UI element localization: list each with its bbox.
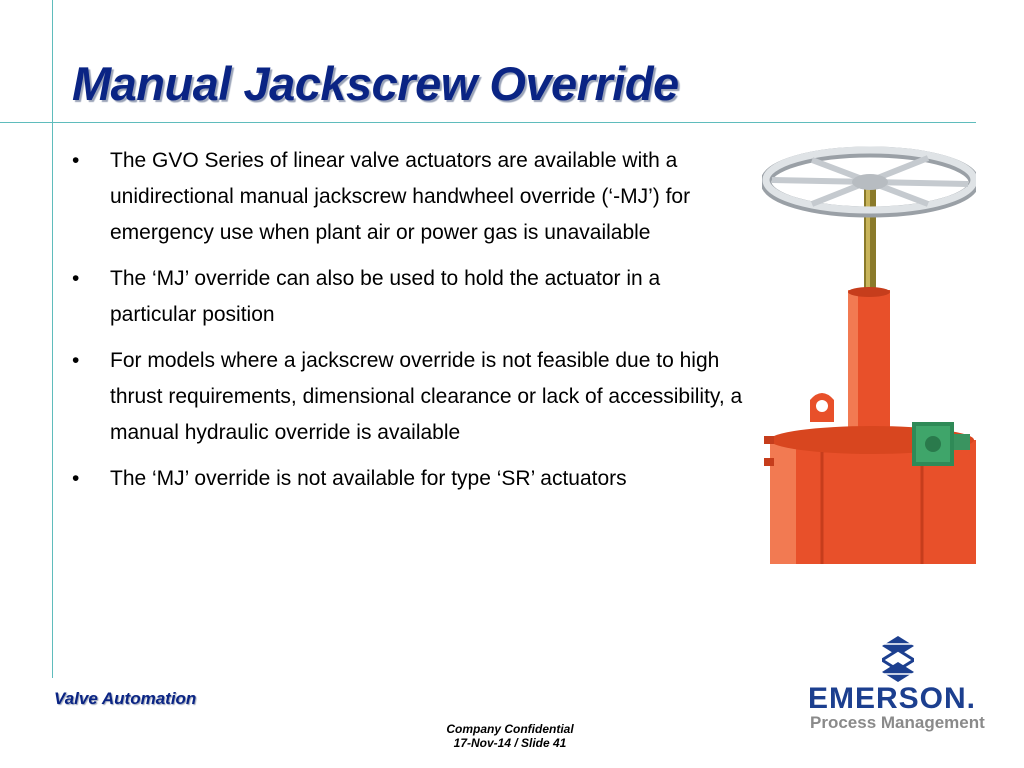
bullet-text: The GVO Series of linear valve actuators are available with a unidirectional manual jackscrew handwheel override (‘-MJ’) for emergency use when plant air or power gas is unavailable bbox=[110, 149, 691, 244]
bullet-text: The ‘MJ’ override can also be used to hold the actuator in a particular position bbox=[110, 267, 661, 326]
footer-department: Valve Automation bbox=[54, 689, 197, 708]
footer-info bbox=[410, 722, 610, 750]
footer-date-slide: 17-Nov-14 / Slide 41 bbox=[453, 736, 567, 750]
bullet-marker: • bbox=[72, 267, 80, 290]
footer-confidential: Company Confidential bbox=[446, 722, 574, 736]
bullet-item bbox=[72, 343, 752, 451]
slide-title: Manual Jackscrew Override bbox=[72, 57, 679, 110]
actuator-photo bbox=[762, 140, 976, 564]
emerson-logo bbox=[808, 636, 988, 736]
horizontal-rule bbox=[0, 122, 976, 123]
bullet-item bbox=[72, 261, 752, 333]
bullet-list bbox=[72, 143, 752, 507]
emerson-mark-icon bbox=[882, 636, 914, 682]
bullet-item bbox=[72, 143, 752, 251]
bullet-marker: • bbox=[72, 349, 80, 372]
bullet-text: For models where a jackscrew override is not feasible due to high thrust requirements, dimensional clearance or lack of accessibility, a manual hydraulic override is available bbox=[110, 349, 743, 444]
logo-brand: EMERSON. bbox=[808, 682, 977, 715]
bullet-marker: • bbox=[72, 467, 80, 490]
bullet-item bbox=[72, 461, 752, 497]
vertical-rule bbox=[52, 0, 53, 678]
logo-subtitle: Process Management bbox=[810, 713, 985, 732]
bullet-text: The ‘MJ’ override is not available for type ‘SR’ actuators bbox=[110, 467, 627, 490]
bullet-marker: • bbox=[72, 149, 80, 172]
